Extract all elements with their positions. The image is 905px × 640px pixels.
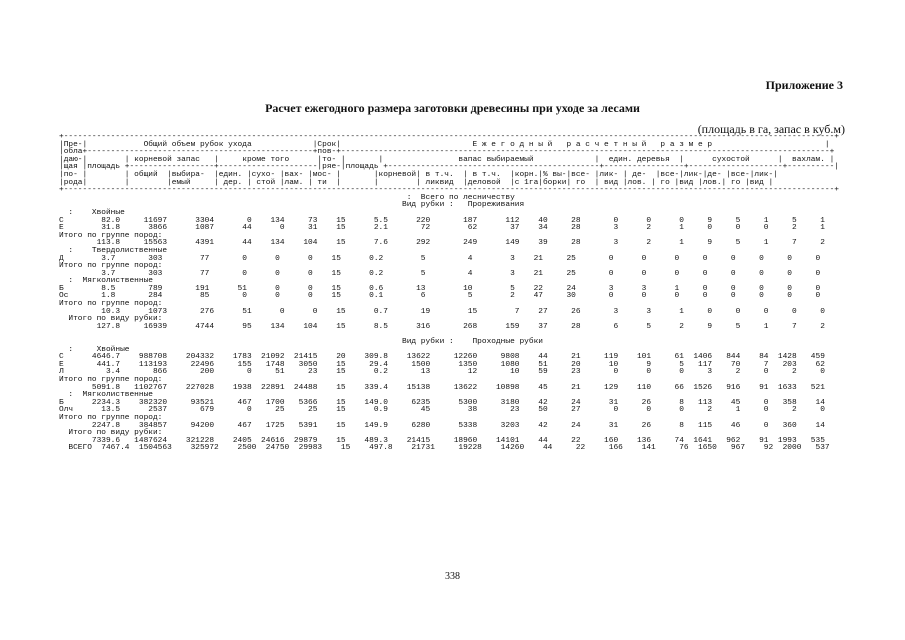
table-line: Итого по группе пород: xyxy=(59,300,163,309)
table-line: Вид рубки : Проходные рубки xyxy=(59,338,543,347)
table-line: Е 31.8 3866 1087 44 0 31 15 2.1 72 62 37 34 28 3 2 1 0 0 0 2 1 xyxy=(59,224,825,233)
table-line: Итого по группе пород: xyxy=(59,413,163,422)
table-line: |Пре-| Общий объем рубок ухода |Срок| Е ж е г о д н ы й р а с ч е т н ы й р а з м е р | xyxy=(59,140,830,149)
table-line: Итого по группе пород: xyxy=(59,231,163,240)
table-line: С 82.0 11697 3304 0 134 73 15 5.5 220 187 112 40 28 0 0 0 9 5 1 5 1 xyxy=(59,216,825,225)
table-line: Олч 13.5 2537 679 0 25 25 15 0.9 45 38 23 50 27 0 0 0 2 1 0 2 0 xyxy=(59,406,825,415)
page-number: 338 xyxy=(445,571,460,582)
table-line: : Хвойные xyxy=(59,345,130,354)
table-line: |по- | | общий |выбира- |един. |сухо- |вах- |мос- | |корневой| в т.ч. | в т.ч. |корн.|% вы-|все- |лик- | де- |все-|лик-|де- |все-|лик-| xyxy=(59,170,778,179)
table-line: ВСЕГО 7467.4 1504563 325972 2500 24750 29983 15 497.8 21731 19228 14260 44 22 166 141 76 1650 967 92 2000 537 xyxy=(59,444,830,453)
table-line: : Мягколиственные xyxy=(59,391,153,400)
table-line: Итого по группе пород: xyxy=(59,262,163,271)
table-line: : Твердолиственные xyxy=(59,246,168,255)
table-line: +--------------------------------------------------------------------------------------------------------------------------------------------------------------------+ xyxy=(59,134,839,141)
table-line: Ос 1.8 284 85 0 0 0 15 0.1 6 5 2 47 30 0 0 0 0 0 0 0 0 xyxy=(59,292,821,301)
table-line: : Мягколиственные xyxy=(59,277,153,286)
table-line: Д 3.7 303 77 0 0 0 15 0.2 5 4 3 21 25 0 0 0 0 0 0 0 0 xyxy=(59,254,821,263)
table-line: Л 3.4 866 200 0 51 23 15 0.2 13 12 10 59 23 0 0 0 3 2 0 2 0 xyxy=(59,368,825,377)
table-line: Б 2234.3 382320 93521 467 1700 5366 15 149.0 6235 5300 3180 42 24 31 26 8 113 45 0 358 14 xyxy=(59,398,825,407)
document-title: Расчет ежегодного размера заготовки древесины при уходе за лесами xyxy=(265,101,640,115)
table-line: 10.3 1073 276 51 0 0 15 0.7 19 15 7 27 26 3 3 1 0 0 0 0 0 xyxy=(59,307,825,316)
table-line: 2247.8 384857 94200 467 1725 5391 15 149.9 6280 5338 3203 42 24 31 26 8 115 46 0 360 14 xyxy=(59,421,825,430)
table-line: Итого по виду рубки: xyxy=(59,429,163,438)
table-line: |рода| | |емый | дер. | стой |лам. | ти | | | ликвид |деловой |с 1га|борки| го | вид |лов. | го |вид |лов.| го |вид | xyxy=(59,178,774,187)
table-line: |щая |площадь +------------------+---------------------|ряе-|площадь +---------------------------------------------+-----------------+--------------------+----------| xyxy=(59,163,839,172)
table-line: С 4646.7 988708 204332 1783 21092 21415 20 309.8 13622 12260 9808 44 21 119 101 61 1406 844 84 1428 459 xyxy=(59,353,825,362)
table-line: Е 441.7 113193 22496 155 1748 3050 15 29.4 1500 1350 1080 51 20 10 9 5 117 70 7 203 62 xyxy=(59,360,825,369)
table-line: Итого по группе пород: xyxy=(59,376,163,384)
table-line: 7339.6 1487624 321228 2405 24616 29879 15 489.3 21415 18960 14101 44 22 160 136 74 1641 962 91 1993 535 xyxy=(59,436,825,445)
table-line: 127.8 16939 4744 95 134 104 15 8.5 316 268 159 37 28 6 5 2 9 5 1 7 2 xyxy=(59,322,825,331)
calculation-table xyxy=(59,134,839,453)
appendix-label: Приложение 3 xyxy=(765,78,843,92)
table-line: Вид рубки : Прореживания xyxy=(59,201,525,210)
table-line: |даю-| | корневой запас | кроме того |то- | | вапас выбираемый | един. деревья | сухостой | вахлам. | xyxy=(59,155,835,164)
units-note: (площадь в га, запас в куб.м) xyxy=(697,122,845,136)
table-line: +--------------------------------------------------------------------------------------------------------------------------------------------------------------------+ xyxy=(59,186,839,195)
table-line: : Всего по лесничеству xyxy=(59,193,515,202)
table-line: 113.8 15563 4391 44 134 104 15 7.6 292 249 149 39 28 3 2 1 9 5 1 7 2 xyxy=(59,239,825,248)
table-line: |обла+------------------------------------------------+пов-+--------------------------------------------------------------------------------------------------------+ xyxy=(59,148,835,157)
table-line: 5091.8 1102767 227028 1938 22891 24488 15 339.4 15138 13622 10898 45 21 129 110 66 1526 916 91 1633 521 xyxy=(59,383,825,392)
table-line: 3.7 303 77 0 0 0 15 0.2 5 4 3 21 25 0 0 0 0 0 0 0 0 xyxy=(59,269,821,278)
table-line: Б 8.5 789 191 51 0 0 15 0.6 13 10 5 22 24 3 3 1 0 0 0 0 0 xyxy=(59,284,821,293)
table-line: Итого по виду рубки: xyxy=(59,315,163,324)
table-line: : Хвойные xyxy=(59,208,125,217)
